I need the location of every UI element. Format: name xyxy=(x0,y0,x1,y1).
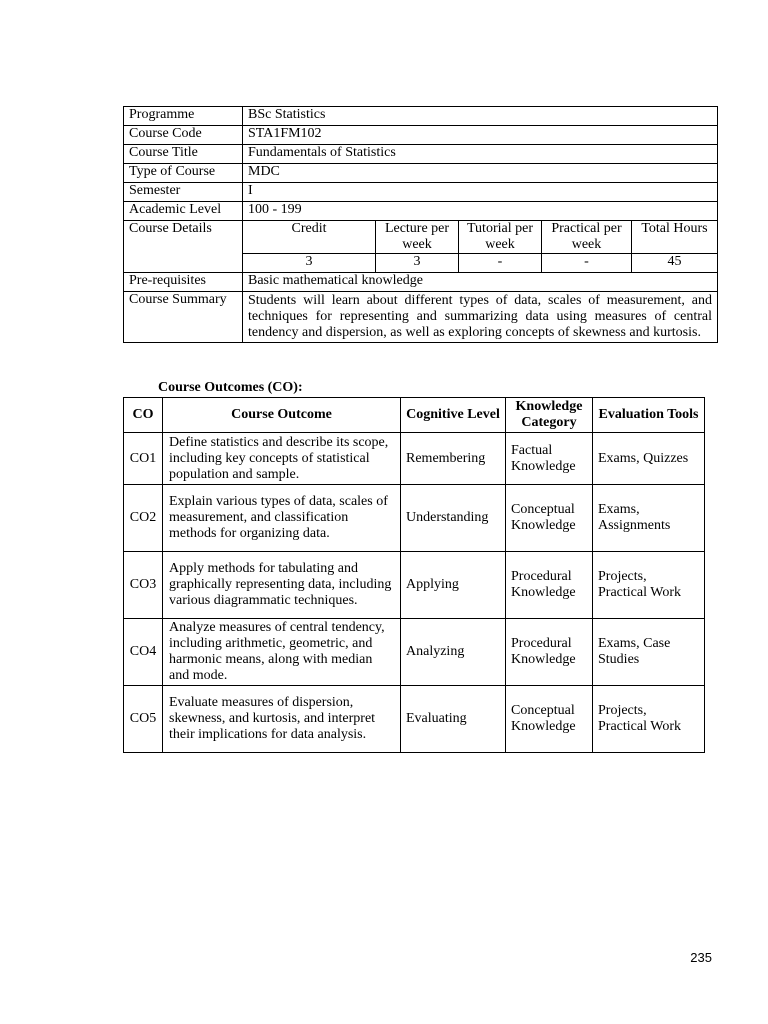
course-code-label: Course Code xyxy=(124,126,243,145)
credit-value: 3 xyxy=(243,254,376,273)
tutorial-value: - xyxy=(459,254,542,273)
lecture-value: 3 xyxy=(376,254,459,273)
course-outcome: Define statistics and describe its scope, including key concepts of statistical population and sample. xyxy=(163,433,401,485)
programme-label: Programme xyxy=(124,107,243,126)
table-row xyxy=(124,552,705,619)
evaluation-tools: Exams, Case Studies xyxy=(593,619,705,686)
knowledge-category: Conceptual Knowledge xyxy=(506,686,593,753)
course-details-table xyxy=(123,106,718,343)
knowledge-category: Procedural Knowledge xyxy=(506,619,593,686)
evaluation-tools: Projects, Practical Work xyxy=(593,686,705,753)
programme-value: BSc Statistics xyxy=(243,107,718,126)
type-of-course-value: MDC xyxy=(243,164,718,183)
evaluation-tools-header: Evaluation Tools xyxy=(593,398,705,433)
course-summary-label: Course Summary xyxy=(124,292,243,343)
cognitive-level: Evaluating xyxy=(401,686,506,753)
row-prerequisites xyxy=(124,273,718,292)
row-course-details-headers xyxy=(124,221,718,254)
course-outcome-header: Course Outcome xyxy=(163,398,401,433)
credit-header: Credit xyxy=(243,221,376,254)
course-outcome: Explain various types of data, scales of measurement, and classification methods for organizing data. xyxy=(163,485,401,552)
knowledge-category-header: Knowledge Category xyxy=(506,398,593,433)
row-course-summary xyxy=(124,292,718,343)
row-semester xyxy=(124,183,718,202)
row-type-of-course xyxy=(124,164,718,183)
co-id: CO2 xyxy=(124,485,163,552)
cognitive-level: Applying xyxy=(401,552,506,619)
prerequisites-label: Pre-requisites xyxy=(124,273,243,292)
academic-level-label: Academic Level xyxy=(124,202,243,221)
course-code-value: STA1FM102 xyxy=(243,126,718,145)
course-outcomes-heading: Course Outcomes (CO): xyxy=(158,380,303,395)
course-outcomes-table xyxy=(123,397,705,753)
table-row xyxy=(124,619,705,686)
course-title-value: Fundamentals of Statistics xyxy=(243,145,718,164)
cognitive-level-header: Cognitive Level xyxy=(401,398,506,433)
type-of-course-label: Type of Course xyxy=(124,164,243,183)
co-id: CO1 xyxy=(124,433,163,485)
course-outcome: Analyze measures of central tendency, including arithmetic, geometric, and harmonic means, along with median and mode. xyxy=(163,619,401,686)
knowledge-category: Factual Knowledge xyxy=(506,433,593,485)
table-row xyxy=(124,433,705,485)
semester-label: Semester xyxy=(124,183,243,202)
evaluation-tools: Exams, Assignments xyxy=(593,485,705,552)
row-course-code xyxy=(124,126,718,145)
practical-value: - xyxy=(542,254,632,273)
course-outcome: Evaluate measures of dispersion, skewness, and kurtosis, and interpret their implications for data analysis. xyxy=(163,686,401,753)
outcomes-header-row xyxy=(124,398,705,433)
row-programme xyxy=(124,107,718,126)
co-id: CO4 xyxy=(124,619,163,686)
knowledge-category: Conceptual Knowledge xyxy=(506,485,593,552)
total-hours-value: 45 xyxy=(632,254,718,273)
evaluation-tools: Projects, Practical Work xyxy=(593,552,705,619)
co-id: CO3 xyxy=(124,552,163,619)
co-id: CO5 xyxy=(124,686,163,753)
cognitive-level: Analyzing xyxy=(401,619,506,686)
knowledge-category: Procedural Knowledge xyxy=(506,552,593,619)
table-row xyxy=(124,686,705,753)
course-title-label: Course Title xyxy=(124,145,243,164)
academic-level-value: 100 - 199 xyxy=(243,202,718,221)
page-number: 235 xyxy=(690,950,712,965)
tutorial-header: Tutorial per week xyxy=(459,221,542,254)
course-details-label: Course Details xyxy=(124,221,243,273)
course-outcome: Apply methods for tabulating and graphically representing data, including various diagrammatic techniques. xyxy=(163,552,401,619)
evaluation-tools: Exams, Quizzes xyxy=(593,433,705,485)
prerequisites-value: Basic mathematical knowledge xyxy=(243,273,718,292)
total-hours-header: Total Hours xyxy=(632,221,718,254)
cognitive-level: Understanding xyxy=(401,485,506,552)
cognitive-level: Remembering xyxy=(401,433,506,485)
lecture-header: Lecture per week xyxy=(376,221,459,254)
practical-header: Practical per week xyxy=(542,221,632,254)
row-course-title xyxy=(124,145,718,164)
course-summary-value: Students will learn about different types of data, scales of measurement, and techniques for representing and summarizing data using measures of central tendency and dispersion, as well as exploring concepts of skewness and kurtosis. xyxy=(243,292,718,343)
table-row xyxy=(124,485,705,552)
semester-value: I xyxy=(243,183,718,202)
co-header: CO xyxy=(124,398,163,433)
row-academic-level xyxy=(124,202,718,221)
